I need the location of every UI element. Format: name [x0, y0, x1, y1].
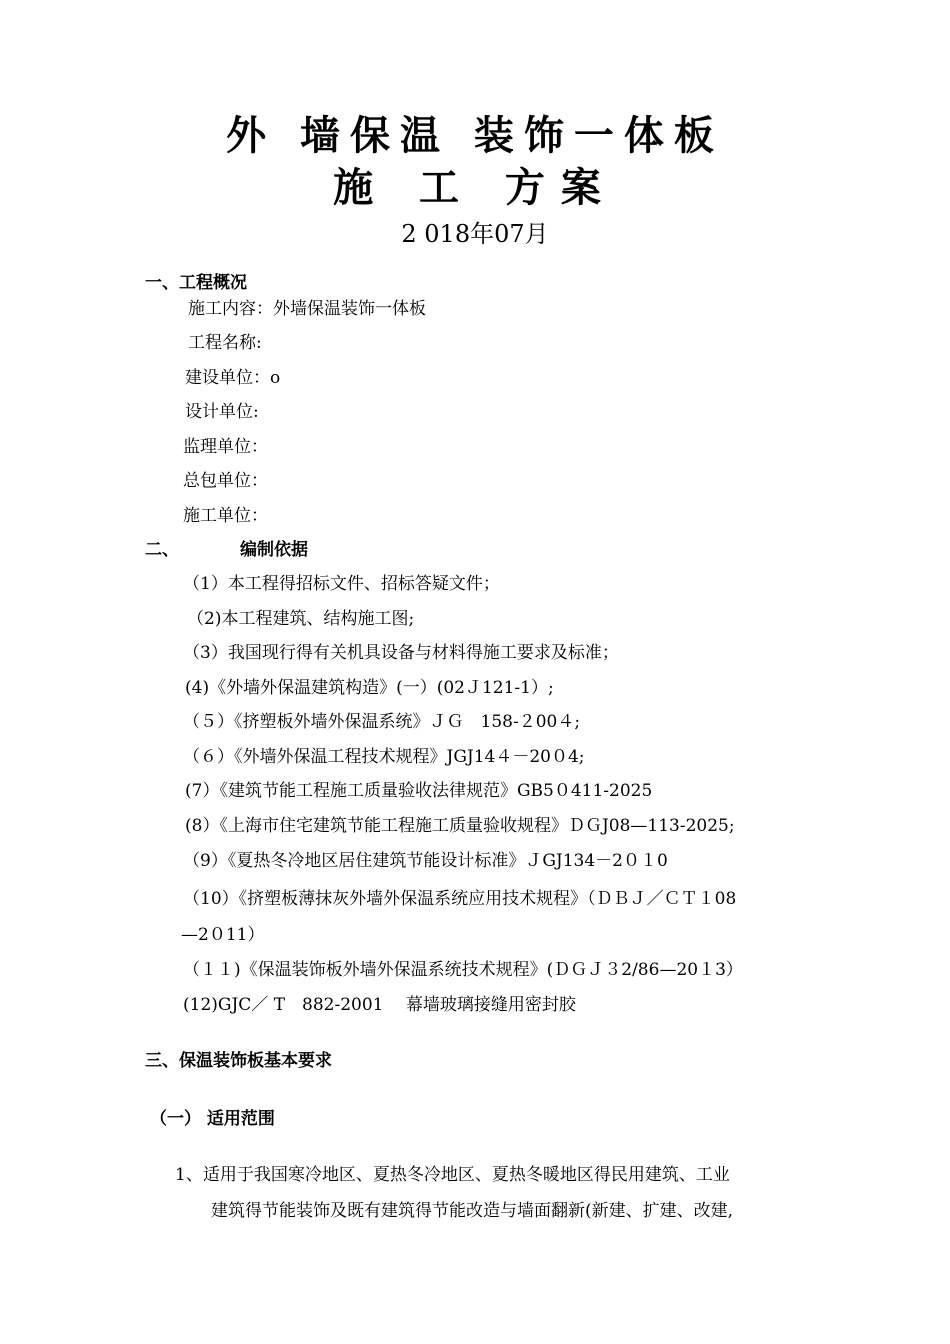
design-unit: 设计单位: — [185, 402, 259, 422]
section-2-number: 二、 — [145, 540, 179, 560]
section-1-heading: 一、工程概况 — [145, 273, 247, 293]
basis-item: （9）《夏热冬冷地区居住建筑节能设计标准》ＪGJ134－2０１0 — [183, 851, 668, 871]
basis-item: (8）《上海市住宅建筑节能工程施工质量验收规程》ＤＧJ08—113-2025; — [185, 816, 735, 836]
title-line-1: 外 墙保温 装饰一体板 — [226, 112, 724, 159]
construction-unit: 施工单位： — [183, 506, 268, 526]
supervision-unit: 监理单位： — [183, 437, 268, 457]
basis-item: （3）我国现行得有关机具设备与材料得施工要求及标准； — [183, 643, 619, 663]
document-date: 2 018年07月 — [401, 220, 549, 248]
title-line-2: 施 工 方案 — [333, 164, 617, 211]
basis-item: （2)本工程建筑、结构施工图; — [187, 609, 415, 629]
section-3-heading: 三、保温装饰板基本要求 — [145, 1051, 332, 1071]
project-content: 施工内容：外墙保温装饰一体板 — [188, 299, 426, 319]
paragraph-line-2: 建筑得节能装饰及既有建筑得节能改造与墙面翻新(新建、扩建、改建, — [211, 1201, 734, 1221]
basis-item: (12)GJC／ T 882-2001 幕墙玻璃接缝用密封胶 — [183, 995, 576, 1015]
project-name: 工程名称: — [188, 333, 262, 353]
basis-item: （６）《外墙外保温工程技术规程》JGJ14４－20０4; — [183, 747, 585, 767]
construction-owner: 建设单位：ο — [185, 368, 281, 388]
paragraph-line-1: 1、适用于我国寒冷地区、夏热冬冷地区、夏热冬暖地区得民用建筑、工业 — [175, 1165, 730, 1185]
basis-item: (7）《建筑节能工程施工质量验收法律规范》GB5０411-2025 — [185, 781, 653, 801]
basis-item: (4)《外墙外保温建筑构造》(一）(02Ｊ121-1）; — [185, 678, 554, 698]
basis-item: （1）本工程得招标文件、招标答疑文件； — [183, 574, 500, 594]
basis-item: （５）《挤塑板外墙外保温系统》ＪＧ 158-２00４; — [183, 712, 581, 732]
basis-item: （10）《挤塑板薄抹灰外墙外保温系统应用技术规程》（ＤＢＪ／ＣＴ１08 — [183, 889, 737, 909]
section-2-heading: 编制依据 — [240, 540, 308, 560]
general-contractor: 总包单位： — [183, 471, 268, 491]
basis-item: （１１)《保温装饰板外墙外保温系统技术规程》(ＤＧＪ３2/86—20１3） — [183, 960, 743, 980]
subsection-heading: （一） 适用范围 — [150, 1109, 275, 1129]
basis-item-continuation: —2０11） — [181, 925, 265, 945]
